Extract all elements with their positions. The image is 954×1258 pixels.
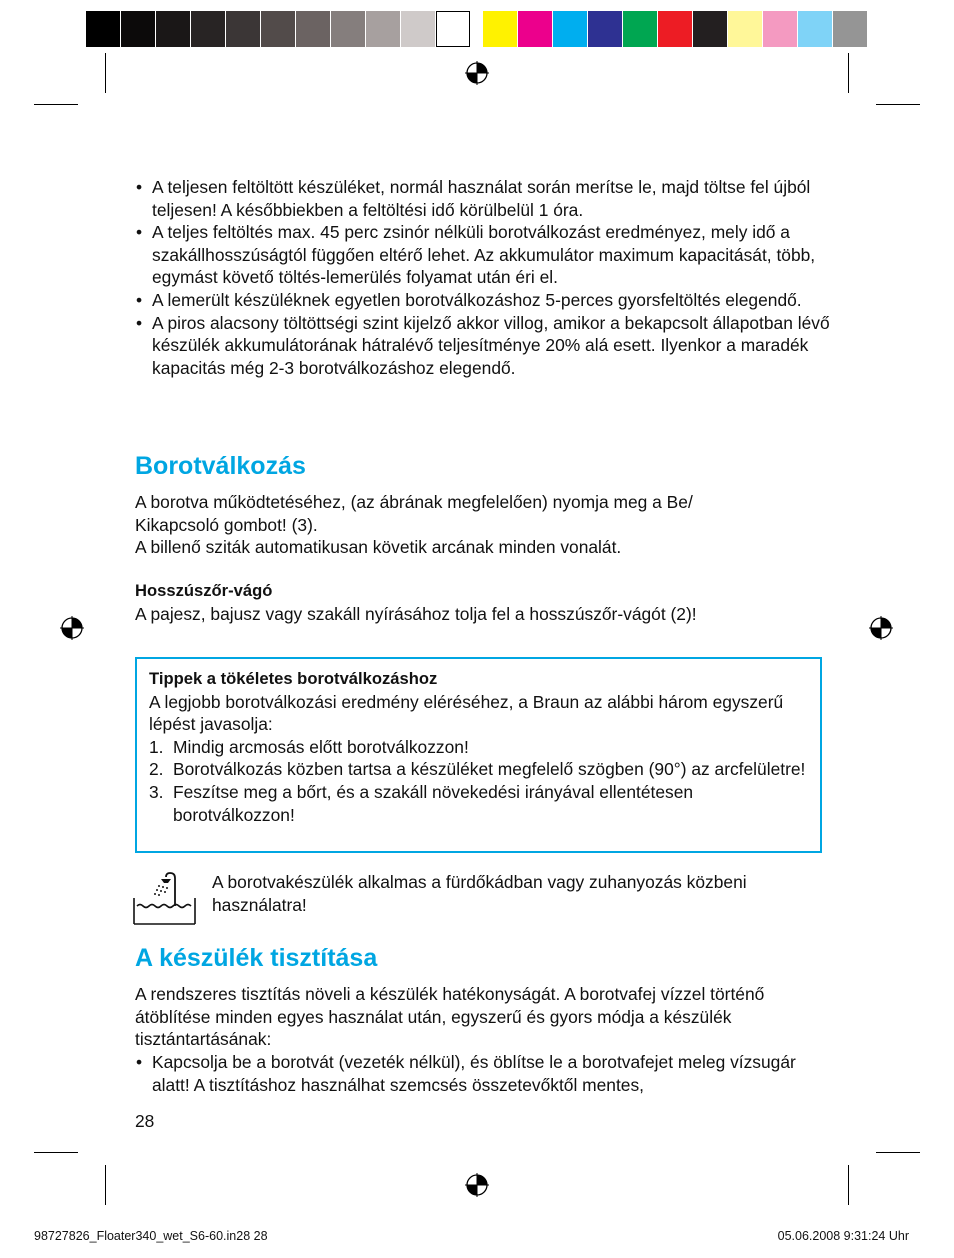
shaving-line: A billenő sziták automatikusan követik arcának minden vonalát. xyxy=(135,537,622,558)
color-swatch xyxy=(833,11,868,47)
step-number: 2. xyxy=(149,759,164,780)
registration-mark-icon xyxy=(60,616,84,640)
bullet-text: A piros alacsony töltöttségi szint kijelző akkor villog, amikor a bekapcsolt állapotban lévő készülék akkumulátorának hátralévő teljesítménye 20% alá esett. Ilyenkor a maradék kapacitás még 2-3 borotválkozáshoz elegendő. xyxy=(152,312,830,378)
color-swatch xyxy=(553,11,588,47)
list-item: • A piros alacsony töltöttségi szint kijelző akkor villog, amikor a bekapcsolt állapotban lévő készülék akkumulátorának hátralévő teljesítménye 20% alá esett. Ilyenkor a maradék kapacitás még 2-3 borotválkozáshoz elegendő. xyxy=(136,312,830,378)
crop-mark xyxy=(105,53,106,93)
registration-mark-icon xyxy=(869,616,893,640)
color-swatch xyxy=(261,11,296,47)
color-swatch xyxy=(728,11,763,47)
tips-intro: A legjobb borotválkozási eredmény eléréséhez, a Braun az alábbi három egyszerű lépést javasolja: xyxy=(149,691,784,735)
tips-heading: Tippek a tökéletes borotválkozáshoz xyxy=(149,669,438,688)
shaving-line: A borotva működtetéséhez, (az ábrának megfelelően) nyomja meg a Be/ xyxy=(135,492,693,512)
registration-mark-icon xyxy=(465,61,489,85)
crop-mark xyxy=(848,1165,849,1205)
step-number: 3. xyxy=(149,781,164,802)
color-calibration-bar xyxy=(483,11,868,47)
step-number: 1. xyxy=(149,736,164,757)
color-swatch xyxy=(518,11,553,47)
color-swatch xyxy=(156,11,191,47)
color-swatch xyxy=(226,11,261,47)
registration-mark-icon xyxy=(465,1173,489,1197)
color-swatch xyxy=(296,11,331,47)
crop-mark xyxy=(105,1165,106,1205)
bath-shower-icon xyxy=(133,870,197,926)
crop-mark xyxy=(876,1152,920,1153)
cleaning-intro: A rendszeres tisztítás növeli a készülék hatékonyságát. A borotvafej vízzel történő átöblítése minden egyes használat után, egyszerű és gyors módja a készülék tisztántartásának: xyxy=(135,984,765,1050)
tips-step xyxy=(149,736,808,759)
trimmer-text: A pajesz, bajusz vagy szakáll nyírásához tolja fel a hosszúszőr-vágót (2)! xyxy=(135,603,697,624)
bullet-text: A teljes feltöltés max. 45 perc zsinór nélküli borotválkozást eredményez, mely idő a szakállhosszúságtól függően eltérő lehet. Az akkumulátor maximum kapacitását, több, egymást követő töltés-lemerülés folyamat után éri el. xyxy=(152,222,816,288)
list-item: • A lemerült készüléknek egyetlen borotválkozáshoz 5-perces gyorsfeltöltés elegendő. xyxy=(136,289,802,310)
tips-step xyxy=(149,758,808,781)
bullet-text: A lemerült készüléknek egyetlen borotválkozáshoz 5-perces gyorsfeltöltés elegendő. xyxy=(152,289,802,310)
bullet-text: Kapcsolja be a borotvát (vezeték nélkül), és öblítse le a borotvafejet meleg vízsugár alatt! A tisztításhoz használhat szemcsés összetevőktől mentes, xyxy=(152,1052,796,1095)
color-swatch xyxy=(121,11,156,47)
crop-mark xyxy=(34,1152,78,1153)
print-slug-right: 05.06.2008 9:31:24 Uhr xyxy=(777,1229,909,1243)
page-number: 28 xyxy=(135,1111,155,1131)
cleaning-bullet-list xyxy=(135,1051,835,1096)
shaving-heading: Borotválkozás xyxy=(135,452,306,480)
color-swatch xyxy=(86,11,121,47)
color-swatch xyxy=(331,11,366,47)
list-item: • Kapcsolja be a borotvát (vezeték nélkül), és öblítse le a borotvafejet meleg vízsugár alatt! A tisztításhoz használhat szemcsés összetevőktől mentes, xyxy=(136,1052,796,1095)
color-swatch xyxy=(401,11,436,47)
shaving-paragraph xyxy=(135,491,835,559)
crop-mark xyxy=(876,104,920,105)
crop-mark xyxy=(34,104,78,105)
grayscale-calibration-bar xyxy=(86,11,471,47)
step-text: Feszítse meg a bőrt, és a szakáll növekedési irányával ellentétesen borotválkozzon! xyxy=(173,781,694,825)
color-swatch xyxy=(436,11,471,47)
list-item: • A teljesen feltöltött készüléket, normál használat során merítse le, majd töltse fel újból teljesen! A későbbiekben a feltöltési idő körülbelül 1 óra. xyxy=(136,177,811,220)
bullet-text: A teljesen feltöltött készüléket, normál használat során merítse le, majd töltse fel újból teljesen! A későbbiekben a feltöltési idő körülbelül 1 óra. xyxy=(152,177,811,220)
trimmer-section xyxy=(135,580,835,625)
charging-bullet-list xyxy=(135,176,835,379)
trimmer-heading: Hosszúszőr-vágó xyxy=(135,581,273,600)
color-swatch xyxy=(483,11,518,47)
bath-note: A borotvakészülék alkalmas a fürdőkádban vagy zuhanyozás közbeni használatra! xyxy=(212,872,747,915)
tips-step xyxy=(149,781,808,826)
list-item: • A teljes feltöltés max. 45 perc zsinór nélküli borotválkozást eredményez, mely idő a szakállhosszúságtól függően eltérő lehet. Az akkumulátor maximum kapacitását, több, egymást követő töltés-lemerülés folyamat után éri el. xyxy=(136,222,816,288)
color-swatch xyxy=(623,11,658,47)
color-swatch xyxy=(798,11,833,47)
shaving-line: Kikapcsoló gombot! (3). xyxy=(135,514,318,535)
tips-box xyxy=(135,657,822,853)
step-text: Mindig arcmosás előtt borotválkozzon! xyxy=(173,736,469,757)
color-swatch xyxy=(366,11,401,47)
step-text: Borotválkozás közben tartsa a készüléket megfelelő szögben (90°) az arcfelületre! xyxy=(173,759,806,780)
color-swatch xyxy=(763,11,798,47)
cleaning-heading: A készülék tisztítása xyxy=(135,944,378,972)
color-swatch xyxy=(588,11,623,47)
color-swatch xyxy=(693,11,728,47)
print-slug-left: 98727826_Floater340_wet_S6-60.in28 28 xyxy=(34,1229,268,1243)
color-swatch xyxy=(191,11,226,47)
color-swatch xyxy=(658,11,693,47)
crop-mark xyxy=(848,53,849,93)
